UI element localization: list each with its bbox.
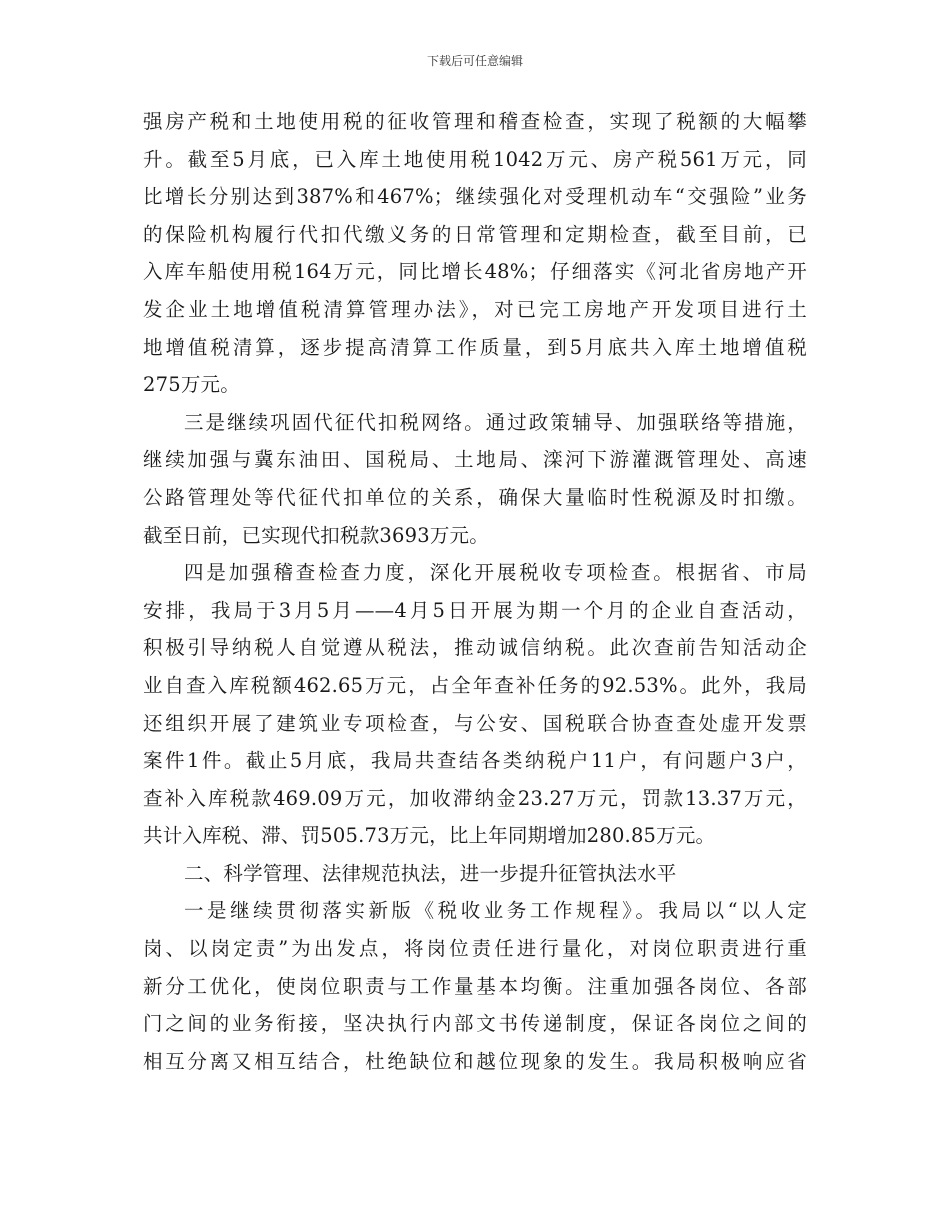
- text-line: 二、科学管理、法律规范执法，进一步提升征管执法水平: [184, 861, 677, 885]
- text-line: 入库车船使用税164万元，同比增长48%；仔细落实《河北省房地产开: [143, 260, 807, 284]
- text-line: 公路管理处等代征代扣单位的关系，确保大量临时性税源及时扣缴。: [143, 485, 807, 509]
- text-line: 还组织开展了建筑业专项检查，与公安、国税联合协查查处虚开发票: [143, 711, 807, 735]
- text-line: 的保险机构履行代扣代缴义务的日常管理和定期检查，截至目前，已: [143, 222, 807, 246]
- text-line: 业自查入库税额462.65万元，占全年查补任务的92.53%。此外，我局: [143, 673, 807, 697]
- text-line: 案件1件。截止5月底，我局共查结各类纳税户11户，有问题户3户，: [143, 749, 807, 773]
- text-line: 安排，我局于3月5月——4月5日开展为期一个月的企业自查活动，: [143, 598, 807, 622]
- text-line: 截至日前，已实现代扣税款3693万元。: [143, 523, 489, 547]
- text-line: 发企业土地增值税清算管理办法》，对已完工房地产开发项目进行土: [143, 297, 807, 321]
- text-line: 比增长分别达到387%和467%；继续强化对受理机动车“交强险”业务: [143, 185, 807, 209]
- page-header: 下载后可任意编辑: [426, 54, 523, 68]
- text-line: 查补入库税款469.09万元，加收滞纳金23.27万元，罚款13.37万元，: [143, 786, 807, 810]
- text-line: 岗、以岗定责”为出发点，将岗位责任进行量化，对岗位职责进行重: [143, 937, 807, 961]
- text-line: 继续加强与冀东油田、国税局、土地局、滦河下游灌溉管理处、高速: [143, 448, 807, 472]
- text-line: 新分工优化，使岗位职责与工作量基本均衡。注重加强各岗位、各部: [143, 974, 807, 998]
- text-line: 三是继续巩固代征代扣税网络。通过政策辅导、加强联络等措施，: [184, 410, 807, 434]
- text-line: 一是继续贯彻落实新版《税收业务工作规程》。我局以“以人定: [184, 899, 807, 923]
- text-line: 275万元。: [143, 373, 240, 397]
- text-line: 升。截至5月底，已入库土地使用税1042万元、房产税561万元，同: [143, 147, 807, 171]
- text-line: 四是加强稽查检查力度，深化开展税收专项检查。根据省、市局: [184, 561, 807, 585]
- text-line: 强房产税和土地使用税的征收管理和稽查检查，实现了税额的大幅攀: [143, 110, 807, 133]
- text-line: 相互分离又相互结合，杜绝缺位和越位现象的发生。我局积极响应省: [143, 1049, 807, 1073]
- document-body: [143, 103, 807, 1080]
- text-line: 地增值税清算，逐步提高清算工作质量，到5月底共入库土地增值税: [143, 335, 807, 359]
- text-line: 门之间的业务衔接，坚决执行内部文书传递制度，保证各岗位之间的: [143, 1012, 807, 1036]
- text-line: 积极引导纳税人自觉遵从税法，推动诚信纳税。此次查前告知活动企: [143, 636, 807, 660]
- text-line: 共计入库税、滞、罚505.73万元，比上年同期增加280.85万元。: [143, 824, 716, 848]
